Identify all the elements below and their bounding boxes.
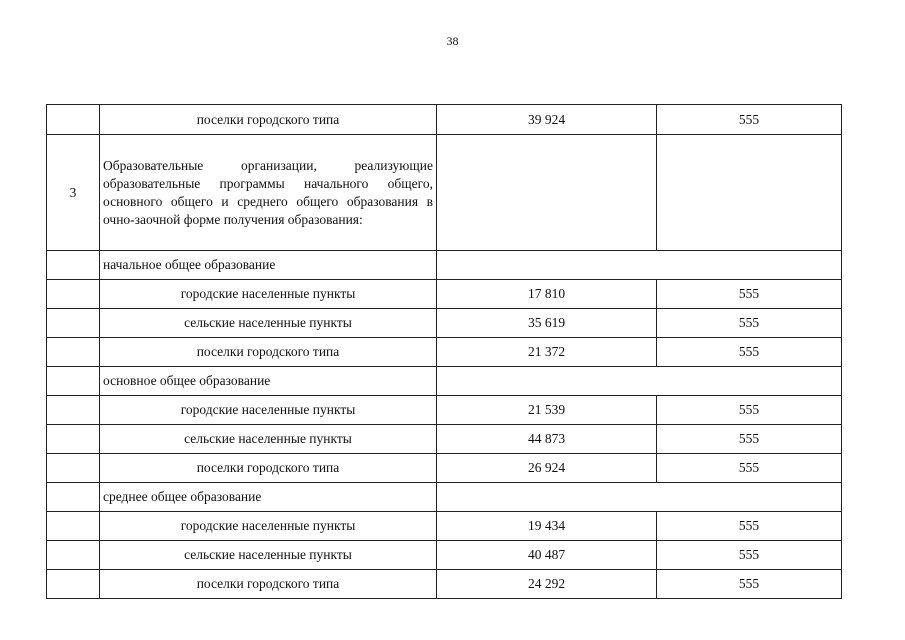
row-value: 21 539 bbox=[437, 396, 657, 425]
table-row bbox=[47, 396, 842, 425]
group-header-row bbox=[47, 367, 842, 396]
page-number: 38 bbox=[446, 34, 459, 48]
group-title: начальное общее образование bbox=[100, 251, 437, 280]
row-value: 39 924 bbox=[437, 105, 657, 135]
group-number-cell bbox=[47, 367, 100, 396]
item-description: Образовательные организации, реализующие образовательные программы начального общего, основного общего и среднего общего образования в очно-заочной форме получения образования: bbox=[100, 135, 437, 251]
table-row bbox=[47, 425, 842, 454]
group-header-row bbox=[47, 251, 842, 280]
table-row bbox=[47, 105, 842, 135]
row-value: 21 372 bbox=[437, 338, 657, 367]
table-row bbox=[47, 454, 842, 483]
table-row bbox=[47, 280, 842, 309]
group-empty-cell bbox=[437, 483, 842, 512]
row-code: 555 bbox=[657, 454, 842, 483]
row-number-cell bbox=[47, 338, 100, 367]
table-row bbox=[47, 309, 842, 338]
row-number-cell bbox=[47, 309, 100, 338]
row-number-cell bbox=[47, 105, 100, 135]
group-number-cell bbox=[47, 483, 100, 512]
row-number-cell bbox=[47, 512, 100, 541]
item-code-cell bbox=[657, 135, 842, 251]
row-value: 40 487 bbox=[437, 541, 657, 570]
row-number-cell bbox=[47, 425, 100, 454]
row-label: городские населенные пункты bbox=[100, 280, 437, 309]
row-label: городские населенные пункты bbox=[100, 396, 437, 425]
row-value: 19 434 bbox=[437, 512, 657, 541]
row-label: поселки городского типа bbox=[100, 338, 437, 367]
row-code: 555 bbox=[657, 309, 842, 338]
item-value-cell bbox=[437, 135, 657, 251]
row-number-cell bbox=[47, 541, 100, 570]
row-label: городские населенные пункты bbox=[100, 512, 437, 541]
group-title: основное общее образование bbox=[100, 367, 437, 396]
row-value: 35 619 bbox=[437, 309, 657, 338]
row-label: сельские населенные пункты bbox=[100, 425, 437, 454]
row-code: 555 bbox=[657, 396, 842, 425]
funding-table bbox=[46, 104, 842, 599]
row-code: 555 bbox=[657, 425, 842, 454]
group-header-row bbox=[47, 483, 842, 512]
row-code: 555 bbox=[657, 512, 842, 541]
row-label: поселки городского типа bbox=[100, 105, 437, 135]
row-number-cell bbox=[47, 396, 100, 425]
table-row bbox=[47, 570, 842, 599]
group-number-cell bbox=[47, 251, 100, 280]
row-number-cell bbox=[47, 454, 100, 483]
row-value: 44 873 bbox=[437, 425, 657, 454]
row-label: сельские населенные пункты bbox=[100, 309, 437, 338]
item-row bbox=[47, 135, 842, 251]
row-value: 17 810 bbox=[437, 280, 657, 309]
row-code: 555 bbox=[657, 570, 842, 599]
row-code: 555 bbox=[657, 280, 842, 309]
table-row bbox=[47, 512, 842, 541]
row-value: 26 924 bbox=[437, 454, 657, 483]
row-value: 24 292 bbox=[437, 570, 657, 599]
row-number-cell bbox=[47, 570, 100, 599]
row-label: поселки городского типа bbox=[100, 454, 437, 483]
group-empty-cell bbox=[437, 367, 842, 396]
row-label: сельские населенные пункты bbox=[100, 541, 437, 570]
group-empty-cell bbox=[437, 251, 842, 280]
row-label: поселки городского типа bbox=[100, 570, 437, 599]
item-number: 3 bbox=[47, 135, 100, 251]
row-number-cell bbox=[47, 280, 100, 309]
table-row bbox=[47, 338, 842, 367]
row-code: 555 bbox=[657, 541, 842, 570]
row-code: 555 bbox=[657, 338, 842, 367]
row-code: 555 bbox=[657, 105, 842, 135]
group-title: среднее общее образование bbox=[100, 483, 437, 512]
table-row bbox=[47, 541, 842, 570]
